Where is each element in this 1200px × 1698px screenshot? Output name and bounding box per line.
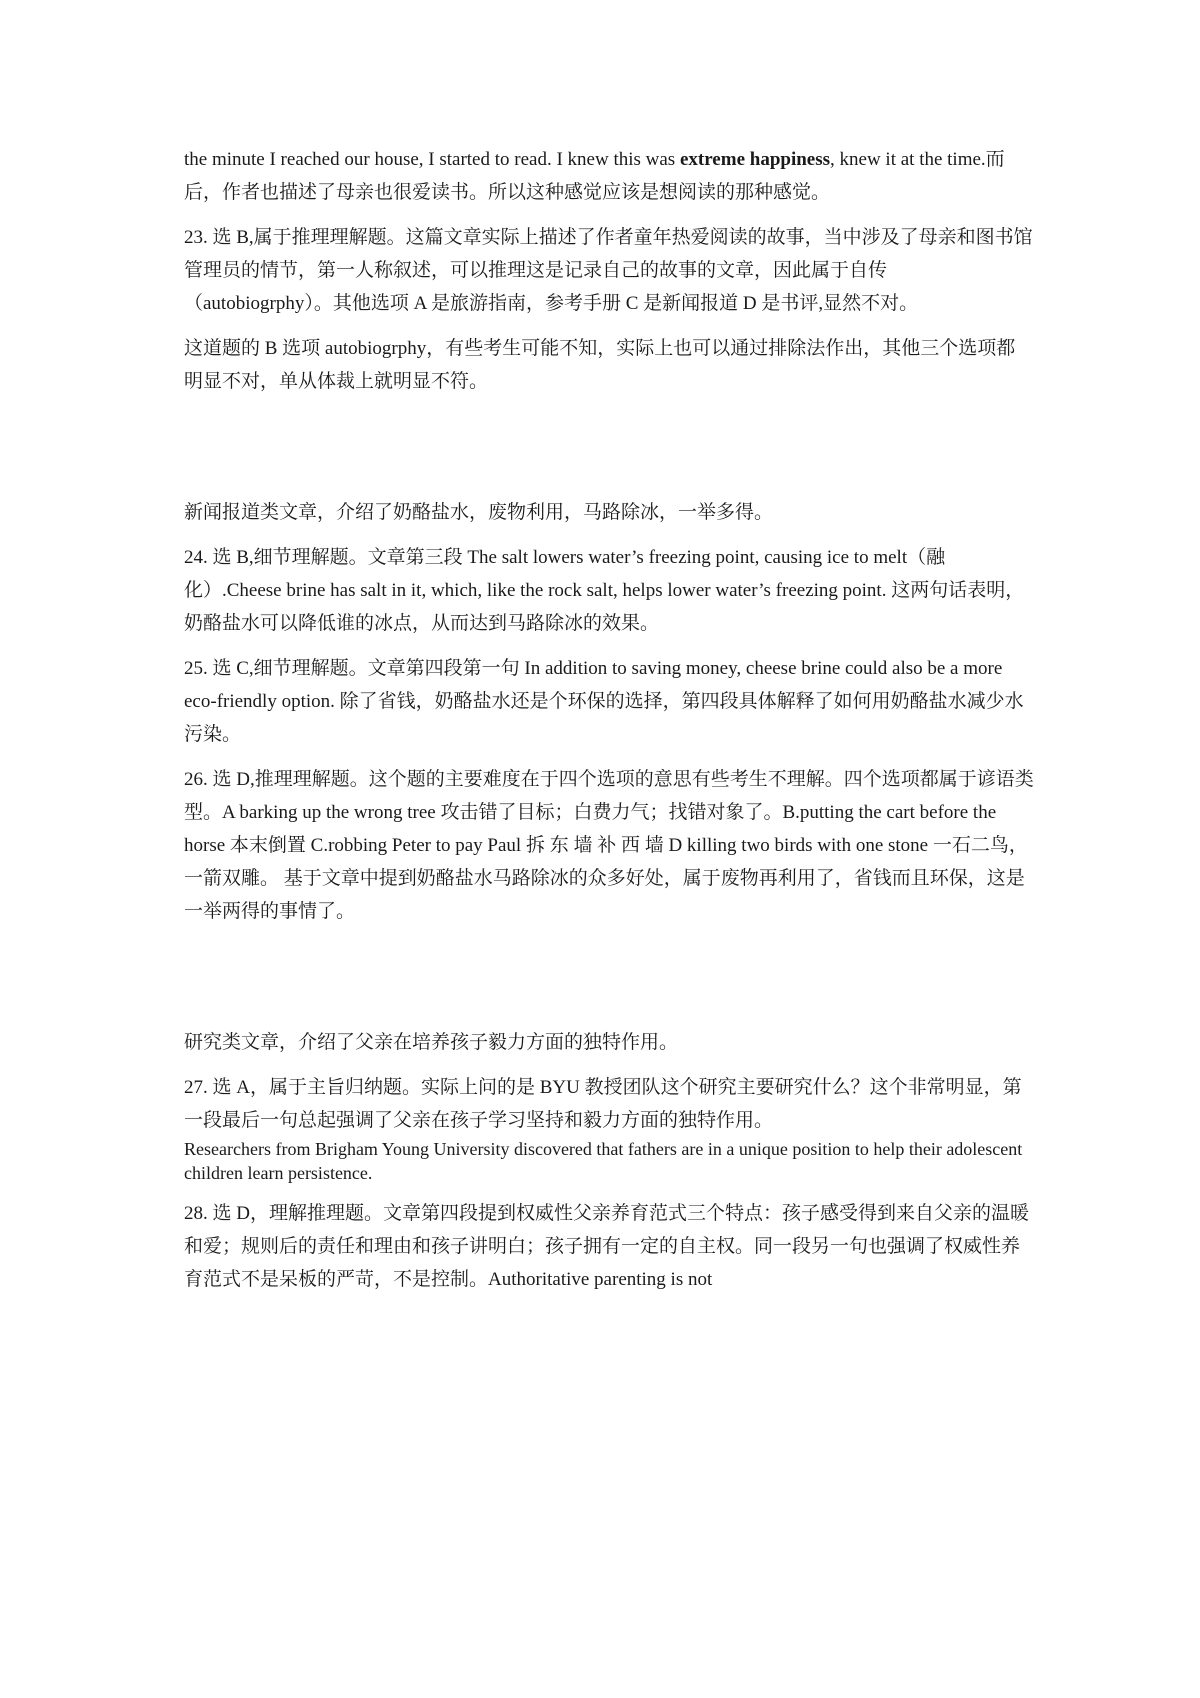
answer-26: 26. 选 D,推理理解题。这个题的主要难度在于四个选项的意思有些考生不理解。四个选项都属于谚语类型。A barking up the wrong tree 攻击错了目标；白费力气；找错对象了。B.putting the cart before the horse 本末倒置 C.robbing Peter to pay Paul 拆 东 墙 补 西 墙 D killing two birds with one stone 一石二鸟，一箭双雕。 基于文章中提到奶酪盐水马路除冰的众多好处，属于废物再利用了，省钱而且环保，这是一举两得的事情了。 [184,769,1034,922]
note-23: 这道题的 B 选项 autobiogrphy，有些考生可能不知，实际上也可以通过排除法作出，其他三个选项都明显不对，单从体裁上就明显不符。 [184,338,1016,392]
bold-phrase: extreme happiness [679,149,831,170]
answer-23: 23. 选 B,属于推理理解题。这篇文章实际上描述了作者童年热爱阅读的故事，当中涉及了母亲和图书馆管理员的情节，第一人称叙述，可以推理这是记录自己的故事的文章，因此属于自传（autobiogrphy）。其他选项 A 是旅游指南，参考手册 C 是新闻报道 D 是书评,显然不对。 [184,227,1033,314]
answer-24: 24. 选 B,细节理解题。文章第三段 The salt lowers water’s freezing point, causing ice to melt（融化）.Cheese brine has salt in it, which, like the rock salt, helps lower water’s freezing point. 这两句话表明，奶酪盐水可以降低谁的冰点，从而达到马路除冰的效果。 [184,547,1025,634]
passage-summary-research: 研究类文章，介绍了父亲在培养孩子毅力方面的独特作用。 [184,1032,679,1053]
answer-27-quote: Researchers from Brigham Young University discovered that fathers are in a unique position to help their adolescent children learn persistence. [184,1139,1023,1183]
answer-27: 27. 选 A，属于主旨归纳题。实际上问的是 BYU 教授团队这个研究主要研究什么？这个非常明显，第一段最后一句总起强调了父亲在孩子学习坚持和毅力方面的独特作用。 [184,1077,1022,1131]
document-body [184,143,1034,1296]
paragraph-1: the minute I reached our house, I started to read. I knew this was extreme happiness, knew it at the time.而后，作者也描述了母亲也很爱读书。所以这种感觉应该是想阅读的那种感觉。 [184,149,1005,203]
answer-25: 25. 选 C,细节理解题。文章第四段第一句 In addition to saving money, cheese brine could also be a more eco-friendly option. 除了省钱，奶酪盐水还是个环保的选择，第四段具体解释了如何用奶酪盐水减少水污染。 [184,658,1024,745]
answer-28: 28. 选 D，理解推理题。文章第四段提到权威性父亲养育范式三个特点：孩子感受得到来自父亲的温暖和爱；规则后的责任和理由和孩子讲明白；孩子拥有一定的自主权。同一段另一句也强调了权威性养育范式不是呆板的严苛，不是控制。Authoritative parenting is not [184,1203,1029,1290]
passage-summary-news: 新闻报道类文章，介绍了奶酪盐水，废物利用，马路除冰，一举多得。 [184,502,774,523]
